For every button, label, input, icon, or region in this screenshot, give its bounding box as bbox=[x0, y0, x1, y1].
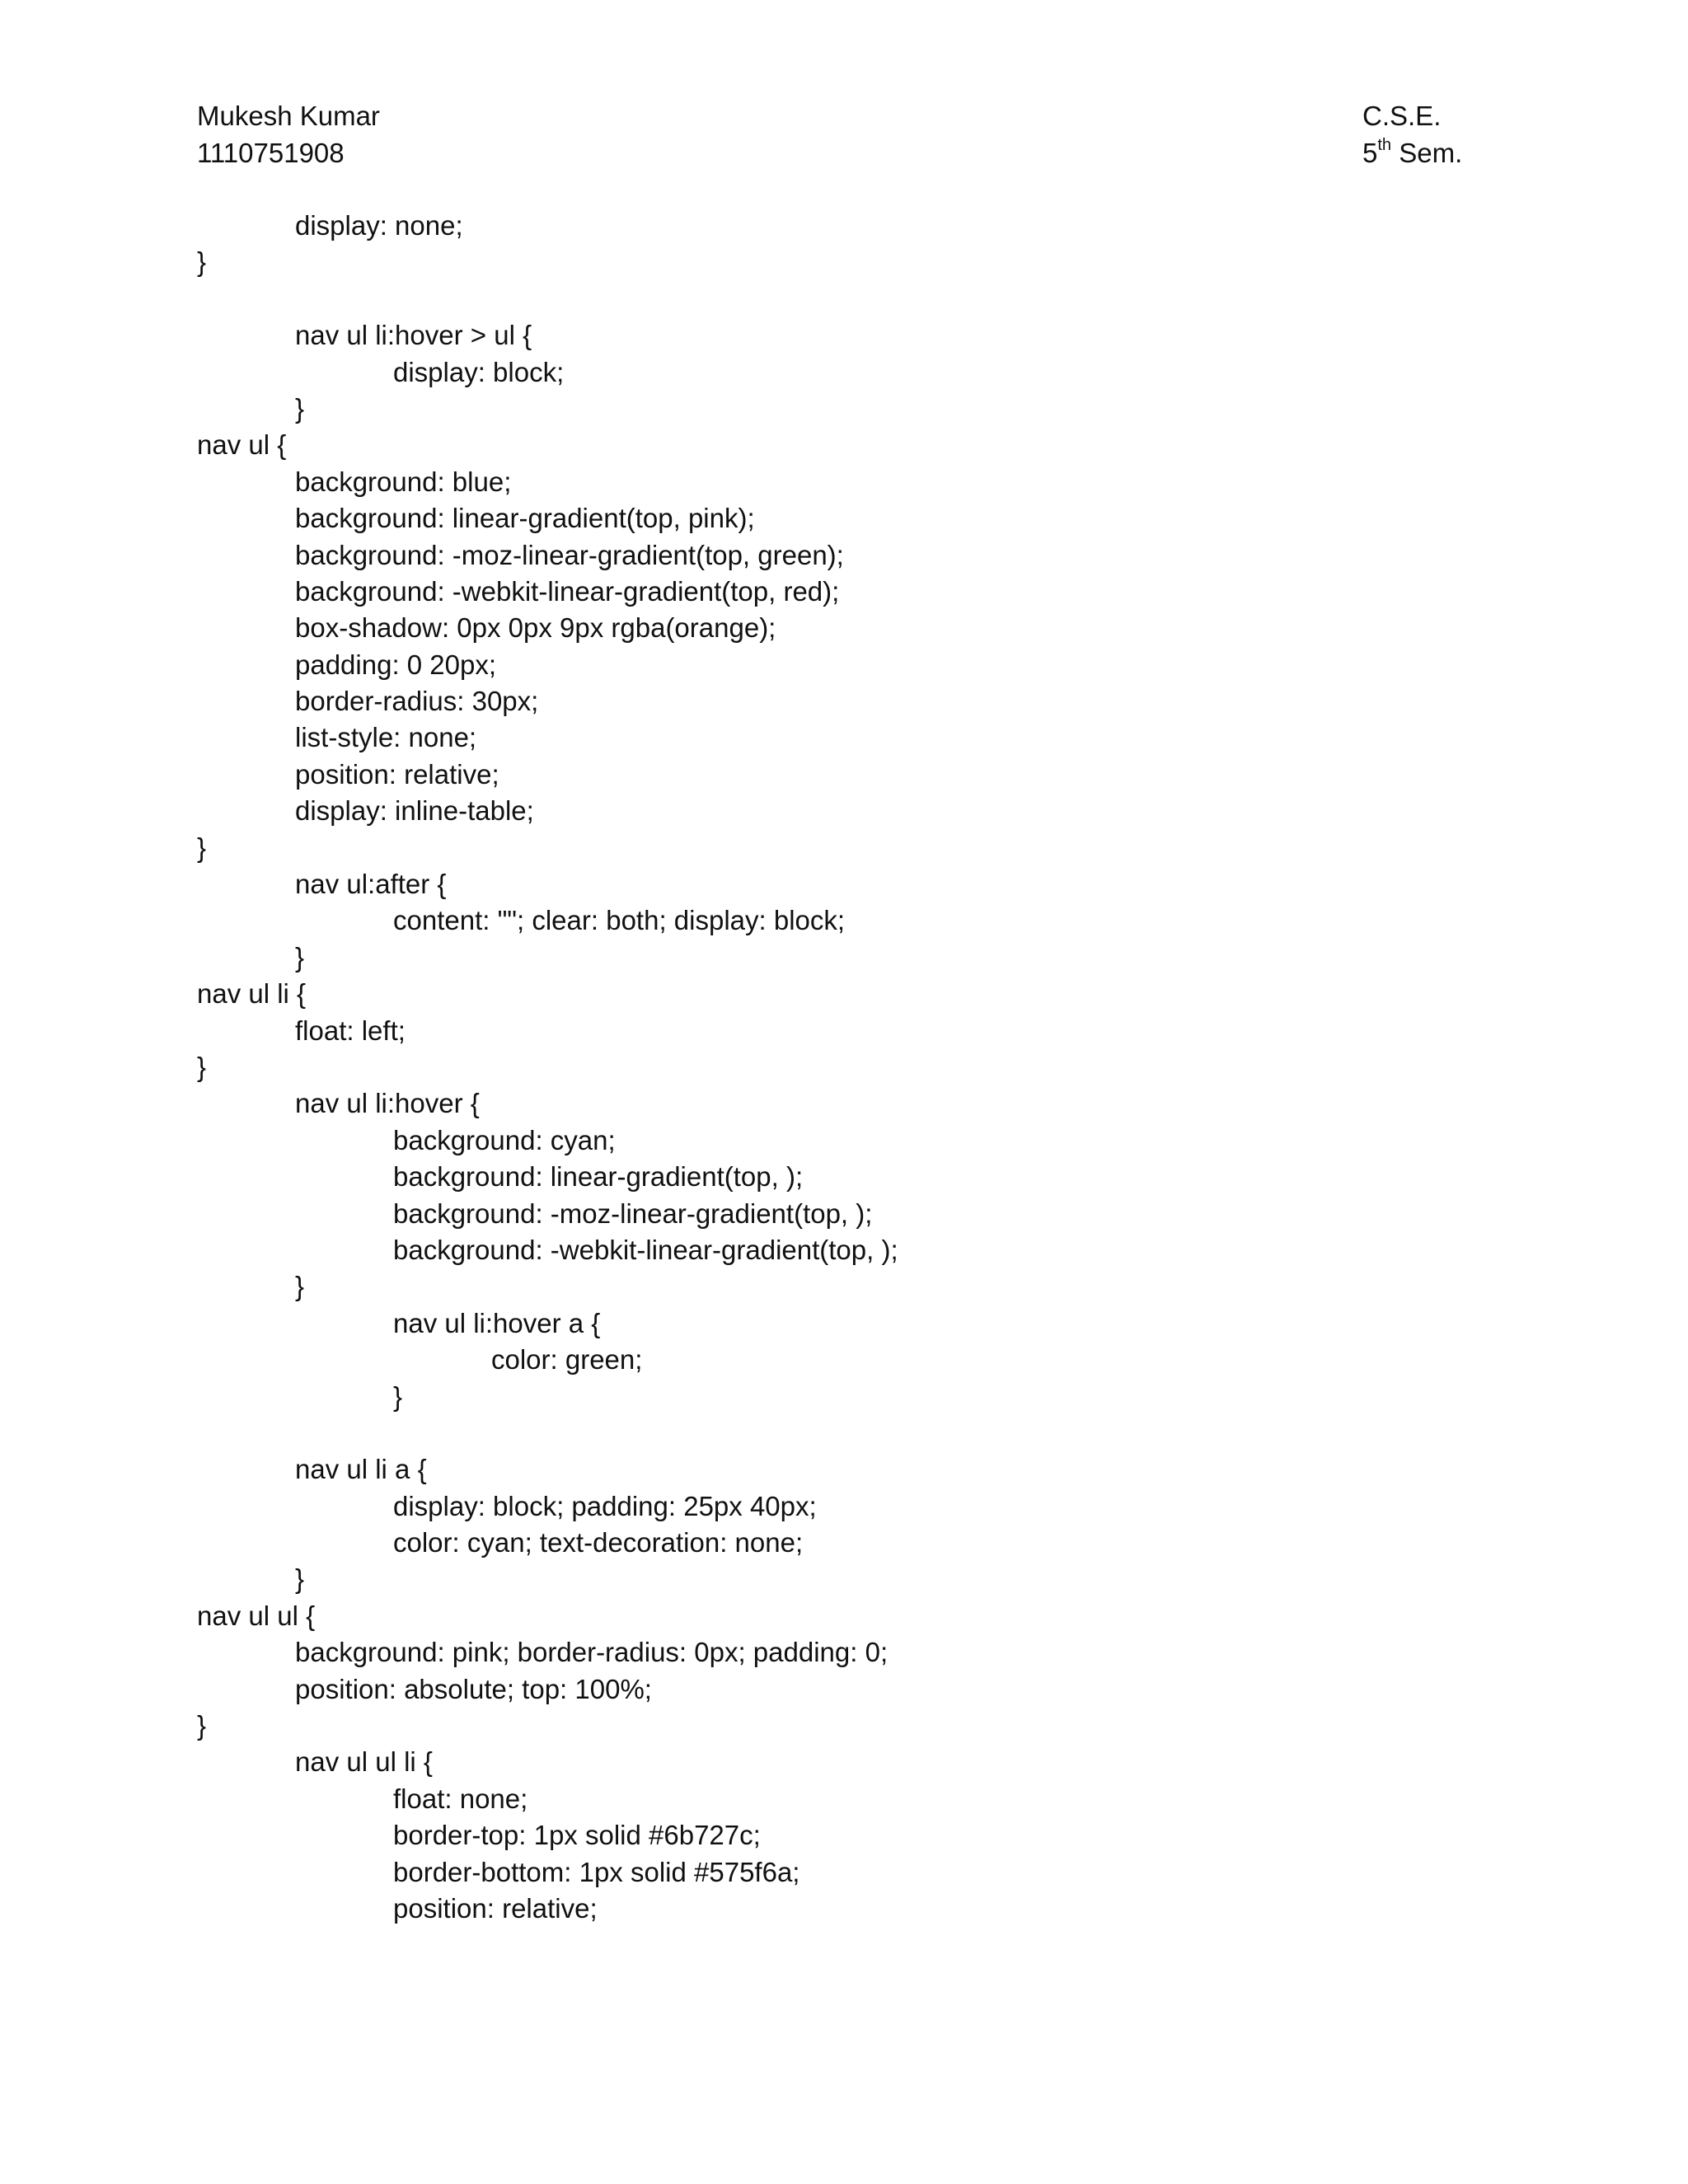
code-line: color: cyan; text-decoration: none; bbox=[393, 1527, 804, 1558]
code-line: background: -moz-linear-gradient(top, ); bbox=[393, 1197, 873, 1229]
header-left bbox=[197, 97, 380, 171]
code-line: nav ul ul { bbox=[197, 1600, 316, 1631]
code-line bbox=[197, 1415, 898, 1451]
code-line: position: relative; bbox=[393, 1892, 598, 1924]
roll-number: 1110751908 bbox=[197, 138, 345, 168]
code-line: } bbox=[197, 1051, 207, 1082]
code-line bbox=[197, 281, 898, 317]
code-line: display: none; bbox=[295, 210, 463, 241]
code-line: } bbox=[197, 1710, 207, 1741]
code-line: nav ul ul li { bbox=[295, 1746, 433, 1778]
code-line: nav ul li a { bbox=[295, 1454, 427, 1485]
code-line: float: none; bbox=[393, 1783, 528, 1814]
code-line: background: linear-gradient(top, pink); bbox=[295, 503, 755, 534]
department: C.S.E. bbox=[1362, 101, 1442, 131]
code-line: } bbox=[197, 246, 207, 278]
student-name: Mukesh Kumar bbox=[197, 101, 380, 131]
code-line: list-style: none; bbox=[295, 722, 477, 753]
code-line: border-radius: 30px; bbox=[295, 686, 539, 717]
code-line: nav ul li:hover > ul { bbox=[295, 320, 532, 351]
code-line: nav ul li:hover a { bbox=[393, 1307, 601, 1338]
code-line: } bbox=[295, 1271, 305, 1302]
code-line: display: block; bbox=[393, 356, 565, 387]
code-line: display: inline-table; bbox=[295, 795, 534, 827]
code-line: padding: 0 20px; bbox=[295, 649, 497, 680]
code-line: position: relative; bbox=[295, 758, 499, 790]
code-line: } bbox=[295, 941, 305, 972]
code-line: border-top: 1px solid #6b727c; bbox=[393, 1820, 761, 1851]
code-line: } bbox=[197, 832, 207, 863]
code-line: background: linear-gradient(top, ); bbox=[393, 1161, 804, 1193]
code-line: background: cyan; bbox=[393, 1124, 616, 1155]
code-line: background: -webkit-linear-gradient(top, ); bbox=[393, 1234, 898, 1265]
code-line: } bbox=[393, 1380, 403, 1412]
code-line: nav ul { bbox=[197, 429, 287, 461]
code-listing bbox=[197, 208, 898, 1927]
code-line: background: -moz-linear-gradient(top, green); bbox=[295, 539, 844, 570]
semester-suffix: th bbox=[1377, 136, 1392, 154]
code-line: } bbox=[295, 392, 305, 424]
code-line: } bbox=[295, 1563, 305, 1595]
code-line: content: ""; clear: both; display: block; bbox=[393, 905, 846, 936]
code-line: nav ul li { bbox=[197, 978, 307, 1010]
code-line: nav ul li:hover { bbox=[295, 1088, 480, 1119]
semester bbox=[1362, 134, 1462, 171]
semester-number: 5 bbox=[1362, 138, 1378, 168]
code-line: display: block; padding: 25px 40px; bbox=[393, 1490, 817, 1521]
semester-word: Sem. bbox=[1391, 138, 1463, 168]
header-right bbox=[1362, 97, 1462, 171]
code-line: background: blue; bbox=[295, 466, 512, 497]
code-line: border-bottom: 1px solid #575f6a; bbox=[393, 1856, 800, 1887]
code-line: float: left; bbox=[295, 1015, 406, 1046]
code-line: color: green; bbox=[491, 1344, 643, 1376]
code-line: position: absolute; top: 100%; bbox=[295, 1673, 652, 1704]
code-line: box-shadow: 0px 0px 9px rgba(orange); bbox=[295, 612, 776, 644]
code-line: nav ul:after { bbox=[295, 869, 447, 900]
code-line: background: pink; border-radius: 0px; padding: 0; bbox=[295, 1637, 889, 1668]
code-line: background: -webkit-linear-gradient(top, red); bbox=[295, 575, 840, 607]
